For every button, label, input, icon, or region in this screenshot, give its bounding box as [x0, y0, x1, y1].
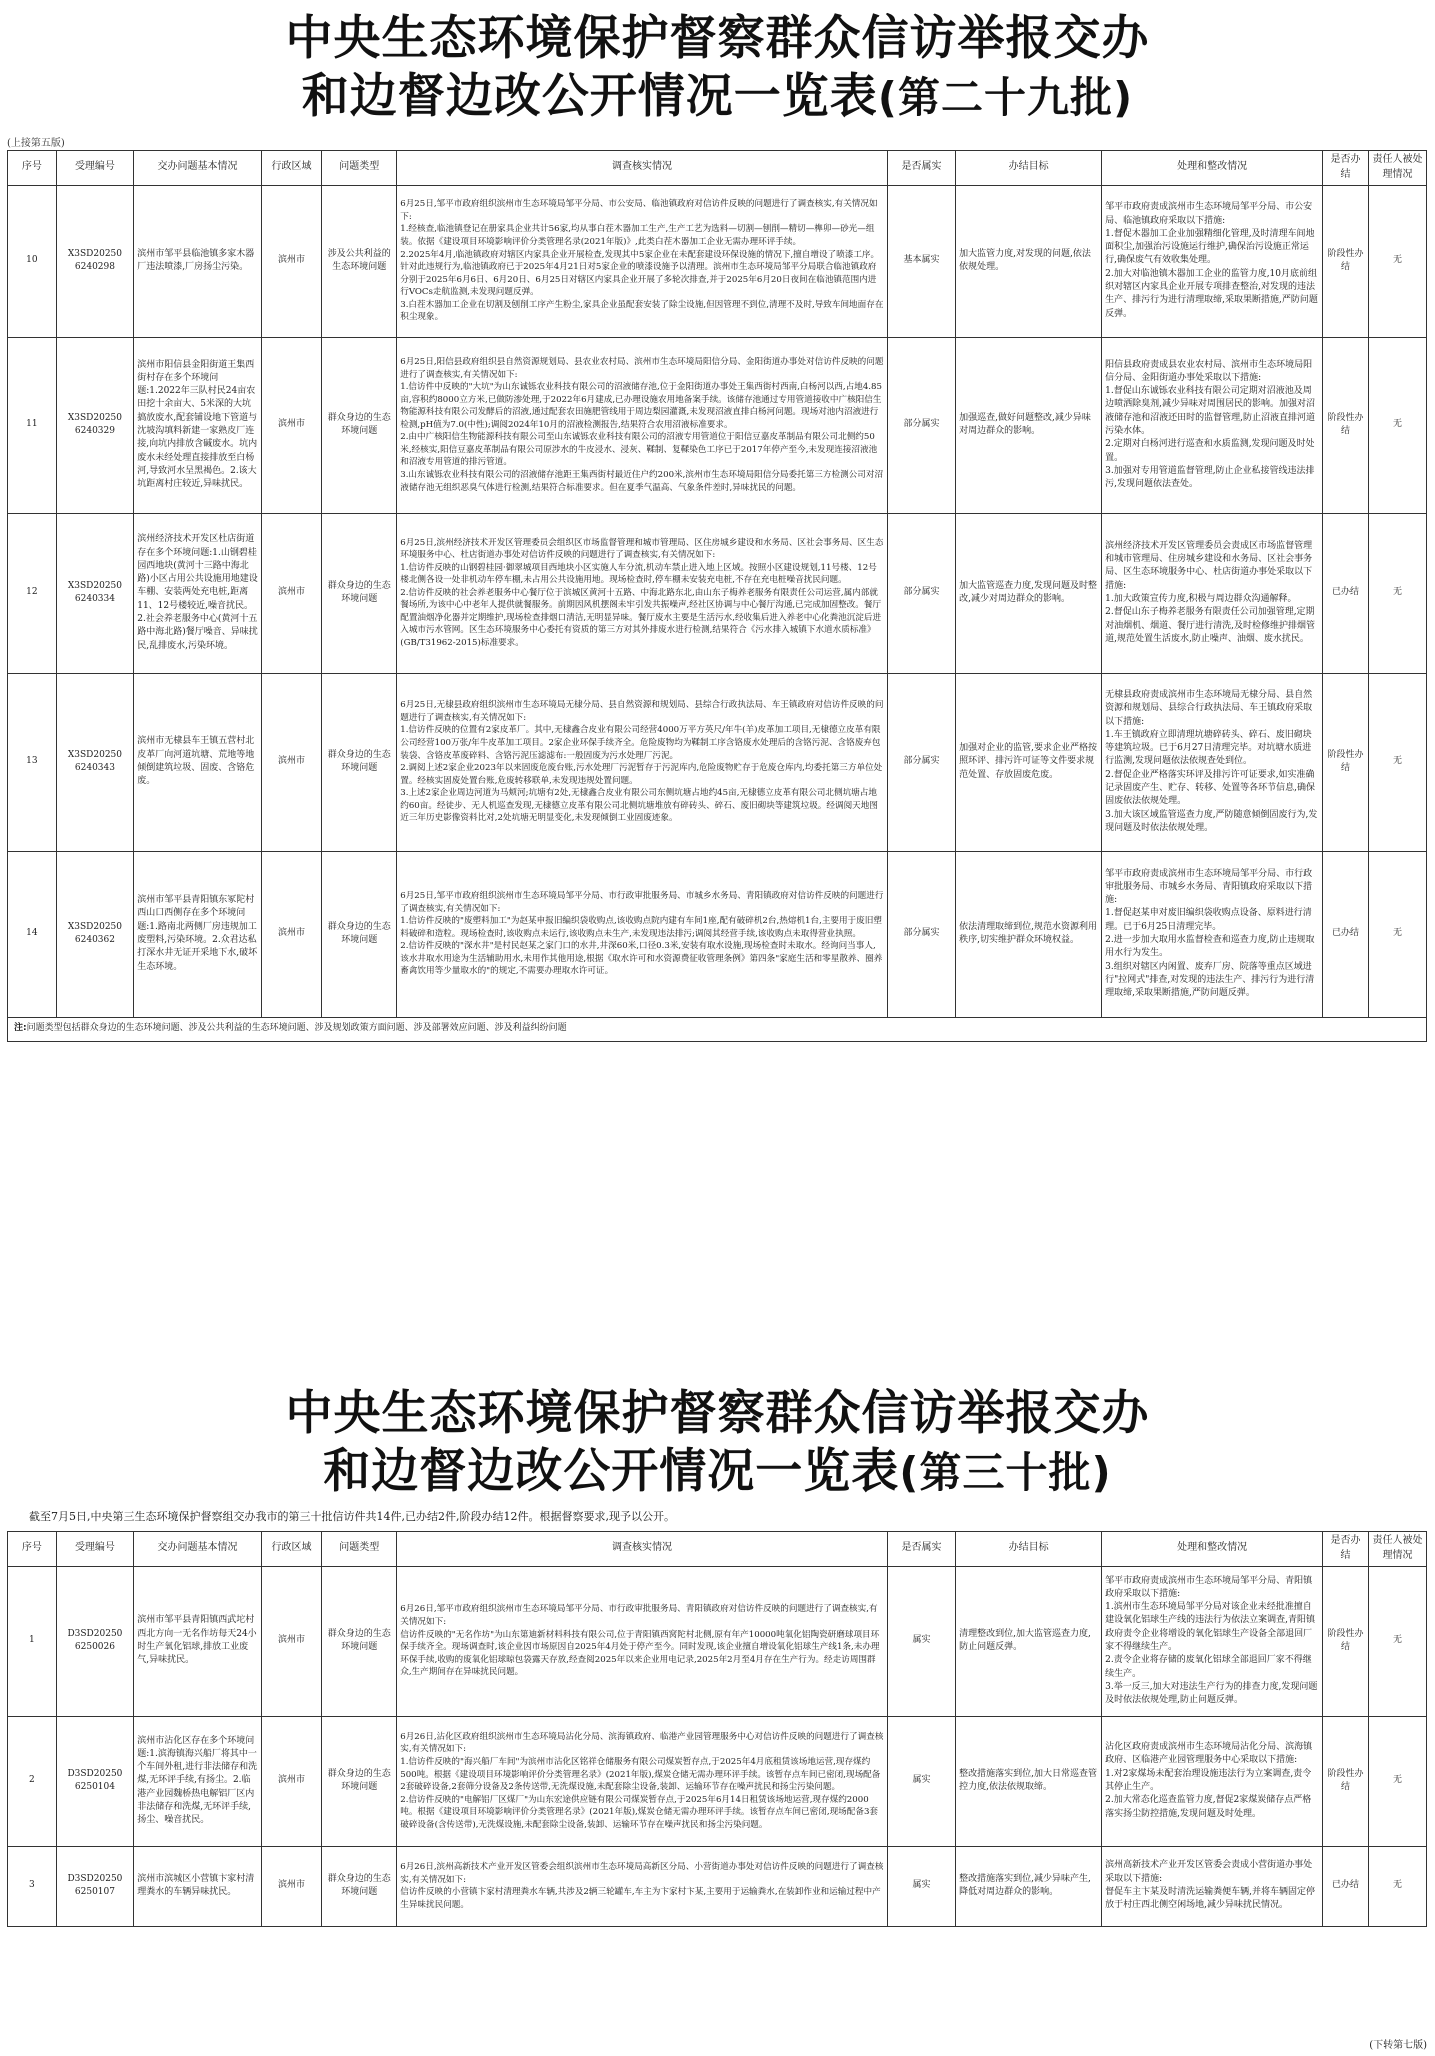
section2-title-line2: 和边督边改公开情况一览表 [323, 1444, 900, 1499]
serial-number: 10 [8, 185, 57, 337]
serial-number: 11 [8, 337, 57, 513]
table-row [8, 185, 1427, 337]
section1-header-row [8, 151, 1427, 186]
problem-summary: 滨州市邹平县临池镇多家木器厂违法喷漆,厂房扬尘污染。 [134, 185, 262, 337]
table-row [8, 673, 1427, 851]
serial-number: 12 [8, 513, 57, 673]
completion-goal: 加强对企业的监管,要求企业严格按照环评、排污许可证等文件要求规范处置、存放固废危废。 [956, 673, 1102, 851]
acceptance-code: D3SD20250 6250107 [56, 1846, 134, 1926]
investigation-details: 6月26日,沾化区政府组织滨州市生态环境局沾化分局、滨海镇政府、临港产业园管理服务中心对信访件反映的问题进行了调查核实,有关情况如下: 1.信访件反映的"海兴船厂车间"为滨州市沾化区铭祥仓储服务有限公司煤炭暂存点,于2025年4月底租赁该场地运营,现存煤约500吨。根据《建设项目环境影响评价分类管理名录》(2021年版),煤炭仓储无需办理环评手续。该暂存点车间已密闭,现场配备2套破碎设备,2套筛分设备及2条传送带,无洗煤设施,未配套除尘设备,装卸、运输环节存在噪声扰民和扬尘污染问题。 2.信访件反映的"电解铝厂区煤厂"为山东宏途供应链有限公司煤炭暂存点,于2025年6月14日租赁该场地运营,现存煤约2000吨。根据《建设项目环境影响评价分类管理名录》(2021年版),煤炭仓储无需办理环评手续。该暂存点车间已密闭,现场配备3套破碎设备(含传送带),无洗煤设施,未配套除尘设备,装卸、运输环节存在噪声扰民和扬尘污染问题。 [397, 1716, 888, 1846]
section2-title-line1: 中央生态环境保护督察群众信访举报交办 [285, 1386, 1150, 1441]
problem-summary: 滨州市邹平县青阳镇西武坨村西北方向一无名作坊每天24小时生产氧化铝球,排放工业废气,异味扰民。 [134, 1566, 262, 1716]
table-row [8, 513, 1427, 673]
responsible-handling: 无 [1369, 513, 1427, 673]
completion-goal: 加强巡查,做好问题整改,减少异味对周边群众的影响。 [956, 337, 1102, 513]
column-header: 受理编号 [56, 151, 134, 186]
handling-details: 无棣县政府责成滨州市生态环境局无棣分局、县自然资源和规划局、县综合行政执法局、车王镇政府采取以下措施: 1.车王镇政府立即清理坑塘碎砖头、碎石、废旧砌块等建筑垃圾。已于6月27日清理完毕。对坑塘水质进行监测,发现问题依法依规查处到位。 2.督促企业严格落实环评及排污许可证要求,如实准确记录固废产生、贮存、转移、处置等各环节信息,确保固废依法依规处理。 3.加大该区域监管巡查力度,严防随意倾倒固废行为,发现问题及时依法依规处理。 [1102, 673, 1323, 851]
table-row [8, 1846, 1427, 1926]
completion-goal: 整改措施落实到位,加大日常巡查管控力度,依法依规取缔。 [956, 1716, 1102, 1846]
investigation-details: 6月25日,邹平市政府组织滨州市生态环境局邹平分局、市公安局、临池镇政府对信访件反映的问题进行了调查核实,有关情况如下: 1.经核查,临池镇登记在册家具企业共计56家,均从事白茬木器加工生产,生产工艺为选料—切割—刨削—精切—榫卯—砂光—组装。依据《建设项目环境影响评价分类管理名录(2021年版)》,此类白茬木器加工企业无需办理环评手续。 2.2025年4月,临池镇政府对辖区内家具企业开展检查,发现其中5家企业在未配套建设环保设施的情况下,擅自增设了喷漆工序。针对此违规行为,临池镇政府已于2025年4月21日对5家企业的喷漆设施予以清理。滨州市生态环境局邹平分局联合临池镇政府分别于2025年6月6日、6月20日、6月25日对辖区内家具企业开展了多轮次排查,并于2025年6月20日夜间在临池镇范围内进行VOCs走航监测,未发现问题反弹。 3.白茬木器加工企业在切割及刨削工序产生粉尘,家具企业虽配套安装了除尘设施,但因管理不到位,清理不及时,导致车间地面存在积尘现象。 [397, 185, 888, 337]
column-header: 序号 [8, 151, 57, 186]
section2-headline [0, 1385, 1435, 1502]
section2-title-suffix: (第三十批) [899, 1448, 1112, 1497]
section1-headline [0, 10, 1435, 127]
column-header: 问题类型 [322, 1532, 397, 1567]
continued-from-note: (上接第五版) [7, 138, 65, 149]
acceptance-code: X3SD20250 6240329 [56, 337, 134, 513]
section2-header-row [8, 1532, 1427, 1567]
verified-status: 部分属实 [887, 851, 955, 1017]
verified-status: 部分属实 [887, 673, 955, 851]
handling-details: 邹平市政府责成滨州市生态环境局邹平分局、市行政审批服务局、市城乡水务局、青阳镇政府采取以下措施: 1.督促赵某申对废旧编织袋收购点设备、原料进行清理。已于6月25日清理完毕。 2.进一步加大取用水监督检查和巡查力度,防止违规取用水行为发生。 3.组织对辖区内闲置、废弃厂房、院落等重点区域进行"拉网式"排查,对发现的违法生产、排污行为进行清理取缔,采取果断措施,严防问题反弹。 [1102, 851, 1323, 1017]
investigation-details: 6月25日,无棣县政府组织滨州市生态环境局无棣分局、县自然资源和规划局、县综合行政执法局、车王镇政府对信访件反映的问题进行了调查核实,有关情况如下: 1.信访件反映的位置有2家皮革厂。其中,无棣鑫合皮业有限公司经营4000万平方英尺/年牛(羊)皮革加工项目,无棣德立皮革有限公司经营100万张/年牛皮革加工项目。2家企业环保手续齐全。危险废物均为鞣制工序含铬废水处理后的含铬污泥、含铬废弃包装袋、含铬皮革废碎料、含铬污泥压滤滤布:一般固废为污水处理厂污泥。 2.调阅上述2家企业2023年以来固废危废台账,污水处理厂污泥暂存于污泥库内,危险废物贮存于危废仓库内,均委托第三方单位处置。经核实固废处置台账,危废转移联单,未发现违规处置问题。 3.上述2家企业周边河道为马颊河;坑塘有2处,无棣鑫合皮业有限公司东侧坑塘占地约45亩,无棣德立皮革有限公司北侧坑塘占地约60亩。经徒步、无人机巡查发现,无棣德立皮革有限公司北侧坑塘堆放有碎砖头、碎石、废旧砌块等建筑垃圾。经调阅天地图近三年历史影像资料比对,2处坑塘无明显变化,未发现倾倒工业固废迹象。 [397, 673, 888, 851]
serial-number: 13 [8, 673, 57, 851]
section1-footnote-row [8, 1017, 1427, 1041]
column-header: 行政区域 [261, 1532, 321, 1567]
column-header: 责任人被处理情况 [1369, 1532, 1427, 1567]
investigation-details: 6月26日,邹平市政府组织滨州市生态环境局邹平分局、市行政审批服务局、青阳镇政府对信访件反映的问题进行了调查核实,有关情况如下: 信访件反映的"无名作坊"为山东第迪新材料科技有限公司,位于青阳镇西窝陀村北侧,原有年产10000吨氧化铝陶瓷研磨球项目环保手续齐全。现场调查时,该企业因市场原因自2025年4月处于停产至今。同时发现,该企业擅自增设氧化铝球生产线1条,未办理环保手续,收购的废氧化铝球晾包袋露天存放,经查阅2025年以来企业用电记录,2025年2月至4月存在生产行为。经走访周围群众,生产期间存在异味扰民问题。 [397, 1566, 888, 1716]
completion-status: 阶段性办结 [1323, 185, 1369, 337]
verified-status: 基本属实 [887, 185, 955, 337]
column-header: 责任人被处理情况 [1369, 151, 1427, 186]
continued-to-note: (下转第七版) [1369, 2040, 1427, 2051]
region-cell: 滨州市 [261, 851, 321, 1017]
acceptance-code: X3SD20250 6240362 [56, 851, 134, 1017]
section2-intro: 截至7月5日,中央第三生态环境保护督察组交办我市的第三十批信访件共14件,已办结2件,阶段办结12件。根据督察要求,现予以公开。 [29, 1510, 675, 1523]
responsible-handling: 无 [1369, 851, 1427, 1017]
problem-type: 群众身边的生态环境问题 [322, 1566, 397, 1716]
column-header: 是否办结 [1323, 1532, 1369, 1567]
section1-table-body [8, 185, 1427, 1017]
completion-status: 阶段性办结 [1323, 1716, 1369, 1846]
responsible-handling: 无 [1369, 1716, 1427, 1846]
footnote-text: 问题类型包括群众身边的生态环境问题、涉及公共利益的生态环境问题、涉及规划政策方面问题、涉及部署效应问题、涉及利益纠纷问题 [26, 1023, 567, 1034]
section1-table [7, 150, 1427, 1042]
responsible-handling: 无 [1369, 1566, 1427, 1716]
region-cell: 滨州市 [261, 185, 321, 337]
column-header: 交办问题基本情况 [134, 151, 262, 186]
verified-status: 属实 [887, 1716, 955, 1846]
column-header: 是否属实 [887, 1532, 955, 1567]
acceptance-code: X3SD20250 6240334 [56, 513, 134, 673]
handling-details: 邹平市政府责成滨州市生态环境局邹平分局、青阳镇政府采取以下措施: 1.滨州市生态环境局邹平分局对该企业未经批准擅自建设氧化铝球生产线的违法行为依法立案调查,青阳镇政府责令企业将增设的氧化铝球生产设备全部退回厂家不得继续生产。 2.责令企业将存储的废氧化铝球全部退回厂家不得继续生产。 3.举一反三,加大对违法生产行为的排查力度,发现问题及时依法依规处理,防止问题反弹。 [1102, 1566, 1323, 1716]
footnote-label: 注: [14, 1023, 27, 1034]
column-header: 序号 [8, 1532, 57, 1567]
completion-goal: 整改措施落实到位,减少异味产生,降低对周边群众的影响。 [956, 1846, 1102, 1926]
verified-status: 属实 [887, 1846, 955, 1926]
investigation-details: 6月26日,滨州高新技术产业开发区管委会组织滨州市生态环境局高新区分局、小营街道办事处对信访件反映的问题进行了调查核实,有关情况如下: 信访件反映的小营镇卞家村清理粪水车辆,共涉及2辆三轮罐车,车主为卞家村卞某,主要用于运输粪水,在装卸作业和运输过程中产生异味扰民问题。 [397, 1846, 888, 1926]
acceptance-code: X3SD20250 6240298 [56, 185, 134, 337]
completion-goal: 清理整改到位,加大监管巡查力度,防止问题反弹。 [956, 1566, 1102, 1716]
problem-type: 群众身边的生态环境问题 [322, 337, 397, 513]
problem-type: 群众身边的生态环境问题 [322, 851, 397, 1017]
responsible-handling: 无 [1369, 185, 1427, 337]
problem-type: 群众身边的生态环境问题 [322, 1846, 397, 1926]
region-cell: 滨州市 [261, 1716, 321, 1846]
serial-number: 14 [8, 851, 57, 1017]
problem-type: 群众身边的生态环境问题 [322, 1716, 397, 1846]
serial-number: 3 [8, 1846, 57, 1926]
handling-details: 滨州高新技术产业开发区管委会责成小营街道办事处采取以下措施: 督促车主卞某及时清洗运输粪便车辆,并将车辆固定停放于村庄西北侧空闲场地,减少异味扰民情况。 [1102, 1846, 1323, 1926]
column-header: 交办问题基本情况 [134, 1532, 262, 1567]
completion-status: 已办结 [1323, 851, 1369, 1017]
completion-status: 已办结 [1323, 1846, 1369, 1926]
column-header: 调查核实情况 [397, 151, 888, 186]
section1-title-line2: 和边督边改公开情况一览表 [301, 69, 878, 124]
column-header: 问题类型 [322, 151, 397, 186]
problem-summary: 滨州市阳信县金阳街道王集西街村存在多个环境问题:1.2022年三队村民24亩农田挖十余亩大、5米深的大坑搞放废水,配套铺设地下管道与沈坡沟填料新建一家熟皮厂连接,向坑内排放含碱废水。坑内废水未经处理直接排放至白杨河,导致河水呈黑褐色。2.该大坑距离村庄较近,异味扰民。 [134, 337, 262, 513]
serial-number: 2 [8, 1716, 57, 1846]
region-cell: 滨州市 [261, 337, 321, 513]
region-cell: 滨州市 [261, 513, 321, 673]
table-row [8, 337, 1427, 513]
handling-details: 邹平市政府责成滨州市生态环境局邹平分局、市公安局、临池镇政府采取以下措施: 1.督促木器加工企业加强精细化管理,及时清理车间地面积尘,加强治污设施运行维护,确保治污设施正常运行,确保废气有效收集处理。 2.加大对临池镇木器加工企业的监管力度,10月底前组织对辖区内家具企业开展专项排查整治,对发现的违法生产、排污行为进行清理取缔,采取果断措施,严防问题反弹。 [1102, 185, 1323, 337]
column-header: 是否属实 [887, 151, 955, 186]
problem-type: 涉及公共利益的生态环境问题 [322, 185, 397, 337]
completion-status: 阶段性办结 [1323, 673, 1369, 851]
column-header: 是否办结 [1323, 151, 1369, 186]
completion-status: 阶段性办结 [1323, 337, 1369, 513]
table-row [8, 851, 1427, 1017]
acceptance-code: D3SD20250 6250104 [56, 1716, 134, 1846]
column-header: 调查核实情况 [397, 1532, 888, 1567]
column-header: 行政区域 [261, 151, 321, 186]
column-header: 办结目标 [956, 1532, 1102, 1567]
responsible-handling: 无 [1369, 1846, 1427, 1926]
acceptance-code: D3SD20250 6250026 [56, 1566, 134, 1716]
completion-status: 已办结 [1323, 513, 1369, 673]
acceptance-code: X3SD20250 6240343 [56, 673, 134, 851]
responsible-handling: 无 [1369, 673, 1427, 851]
problem-summary: 滨州市滨城区小营镇卞家村清理粪水的车辆异味扰民。 [134, 1846, 262, 1926]
problem-summary: 滨州市沾化区存在多个环境问题:1.滨海镇海兴船厂将其中一个车间外租,进行非法储存和洗煤,无环评手续,有扬尘。2.临港产业园魏桥热电解铝厂区内非法储存和洗煤,无环评手续,扬尘、噪音扰民。 [134, 1716, 262, 1846]
completion-status: 阶段性办结 [1323, 1566, 1369, 1716]
section1-title-suffix: (第二十九批) [877, 73, 1134, 122]
completion-goal: 加大监管巡查力度,发现问题及时整改,减少对周边群众的影响。 [956, 513, 1102, 673]
section2-table [7, 1531, 1427, 1927]
responsible-handling: 无 [1369, 337, 1427, 513]
section2-table-body [8, 1566, 1427, 1926]
verified-status: 属实 [887, 1566, 955, 1716]
column-header: 受理编号 [56, 1532, 134, 1567]
completion-goal: 加大监管力度,对发现的问题,依法依规处理。 [956, 185, 1102, 337]
serial-number: 1 [8, 1566, 57, 1716]
completion-goal: 依法清理取缔到位,规范水资源利用秩序,切实维护群众环境权益。 [956, 851, 1102, 1017]
table-row [8, 1716, 1427, 1846]
verified-status: 部分属实 [887, 513, 955, 673]
column-header: 处理和整改情况 [1102, 151, 1323, 186]
problem-summary: 滨州市无棣县车王镇五营村北皮革厂向河道坑塘、荒地等地倾倒建筑垃圾、固废、含铬危废。 [134, 673, 262, 851]
problem-summary: 滨州经济技术开发区杜店街道存在多个环境问题:1.山钢碧桂园西地块(黄河十三路中海北路)小区占用公共设施用地建设车棚、安装两处充电桩,距离11、12号楼较近,噪音扰民。2.社会养老服务中心(黄河十五路中海北路)餐厅噪音、异味扰民,乱排废水,污染环境。 [134, 513, 262, 673]
investigation-details: 6月25日,阳信县政府组织县自然资源规划局、县农业农村局、滨州市生态环境局阳信分局、金阳街道办事处对信访件反映的问题进行了调查核实,有关情况如下: 1.信访件中反映的"大坑"为山东诚铄农业科技有限公司的沼液储存池,位于金阳街道办事处王集西街村西南,白杨河以西,占地4.85亩,容积约8000立方米,已做防渗处理,于2022年6月建成,已办理设施农用地备案手续。该储存池通过专用管道接收中广核阳信生物能源科技有限公司发酵后的沼液,通过配套农田施肥管线用于周边梨园灌溉,未发现沼液直排白杨河问题。现场对池内沼液进行检测,pH值为7.0(中性);调阅2024年10月的沼液检测报告,结果符合农用沼液标准要求。 2.由中广核阳信生物能源科技有限公司至山东诚铄农业科技有限公司的沼液专用管道位于阳信豆嘉皮革制品有限公司北侧约50米,经核实,阳信豆嘉皮革制品有限公司原涉水的牛皮浸水、浸灰、鞣制、复鞣染色工序已于2017年停产至今,未发现连接沼液池和沼液专用管道的排污管道。 3.山东诚铄农业科技有限公司的沼液储存池距王集西街村最近住户约200米,滨州市生态环境局阳信分局委托第三方检测公司对沼液储存池无组织恶臭气体进行检测,结果符合标准要求。但在夏季气温高、气象条件差时,异味扰民的问题。 [397, 337, 888, 513]
investigation-details: 6月25日,滨州经济技术开发区管理委员会组织区市场监督管理和城市管理局、区住房城乡建设和水务局、区社会事务局、区生态环境服务中心、杜店街道办事处对信访件反映的问题进行了调查核实,有关情况如下: 1.信访件反映的山钢碧桂园·御翠城项目西地块小区实施人车分流,机动车禁止进入地上区域。按照小区建设规划,11号楼、12号楼北侧各设一处非机动车停车棚,未占用公共设施用地。现场检查时,停车棚未安装充电桩,不存在充电桩噪音扰民问题。 2.信访件反映的社会养老服务中心餐厅位于滨城区黄河十五路、中海北路东北,由山东子梅养老服务有限责任公司运营,属内部就餐场所,为该中心中老年人提供就餐服务。前期因风机摆阁未牢引发共振噪声,经社区协调与中心餐厅沟通,已完成加固整改。餐厅配置油烟净化器并定期维护,现场检查排烟口清洁,无明显异味。餐厅废水主要是生活污水,经收集后进入养老中心化粪池沉淀后进入城市污水管网。区生态环境服务中心委托有资质的第三方对其外排废水进行检测,结果符合《污水排入城镇下水道水质标准》(GB/T31962-2015)标准要求。 [397, 513, 888, 673]
problem-type: 群众身边的生态环境问题 [322, 513, 397, 673]
problem-type: 群众身边的生态环境问题 [322, 673, 397, 851]
problem-summary: 滨州市邹平县青阳镇东冢陀村西山口西侧存在多个环境问题:1.路南北两侧厂房违规加工废塑料,污染环境。2.众君达私打深水井无证开采地下水,破坏生态环境。 [134, 851, 262, 1017]
handling-details: 滨州经济技术开发区管理委员会责成区市场监督管理和城市管理局、住房城乡建设和水务局、区社会事务局、区生态环境服务中心、杜店街道办事处采取以下措施: 1.加大政策宣传力度,积极与周边群众沟通解释。 2.督促山东子梅养老服务有限责任公司加强管理,定期对油烟机、烟道、餐厅进行清洗,及时检修维护排烟管道,规范处置生活废水,防止噪声、油烟、废水扰民。 [1102, 513, 1323, 673]
region-cell: 滨州市 [261, 1846, 321, 1926]
handling-details: 沾化区政府责成滨州市生态环境局沾化分局、滨海镇政府、区临港产业园管理服务中心采取以下措施: 1.对2家煤场未配套治理设施违法行为立案调查,责令其停止生产。 2.加大常态化巡查监管力度,督促2家煤炭储存点严格落实扬尘防控措施,发现问题及时处理。 [1102, 1716, 1323, 1846]
investigation-details: 6月25日,邹平市政府组织滨州市生态环境局邹平分局、市行政审批服务局、市城乡水务局、青阳镇政府对信访件反映的问题进行了调查核实,有关情况如下: 1.信访件反映的"废塑料加工"为赵某申报旧编织袋收购点,该收购点院内建有车间1座,配有破碎机2台,热熔机1台,主要用于废旧塑料破碎和造粒。现场检查时,该收购点未运行,该收购点未生产,未发现违法排污;调阅其经营手续,该收购点未取得营业执照。 2.信访件反映的"深水井"是村民赵某之家门口的水井,井深60米,口径0.3米,安装有取水设施,现场检查时未取水。经询问当事人,该水井取水用途为生活辅助用水,未用作其他用途,根据《取水许可和水资源费征收管理条例》第四条"家庭生活和零星散养、圈养畜禽饮用等少量取水的"的规定,不需要办理取水许可证。 [397, 851, 888, 1017]
handling-details: 阳信县政府责成县农业农村局、滨州市生态环境局阳信分局、金阳街道办事处采取以下措施: 1.督促山东诚铄农业科技有限公司定期对沼液池及周边喷洒除臭剂,减少异味对周围居民的影响。加强对沼液储存池和沼液还田时的监督管理,防止沼液直排河道污染水体。 2.定期对白杨河进行巡查和水质监测,发现问题及时处置。 3.加强对专用管道监督管理,防止企业私接管线违法排污,发现问题依法查处。 [1102, 337, 1323, 513]
region-cell: 滨州市 [261, 673, 321, 851]
column-header: 处理和整改情况 [1102, 1532, 1323, 1567]
verified-status: 部分属实 [887, 337, 955, 513]
column-header: 办结目标 [956, 151, 1102, 186]
section1-title-line1: 中央生态环境保护督察群众信访举报交办 [285, 11, 1150, 66]
region-cell: 滨州市 [261, 1566, 321, 1716]
table-row [8, 1566, 1427, 1716]
